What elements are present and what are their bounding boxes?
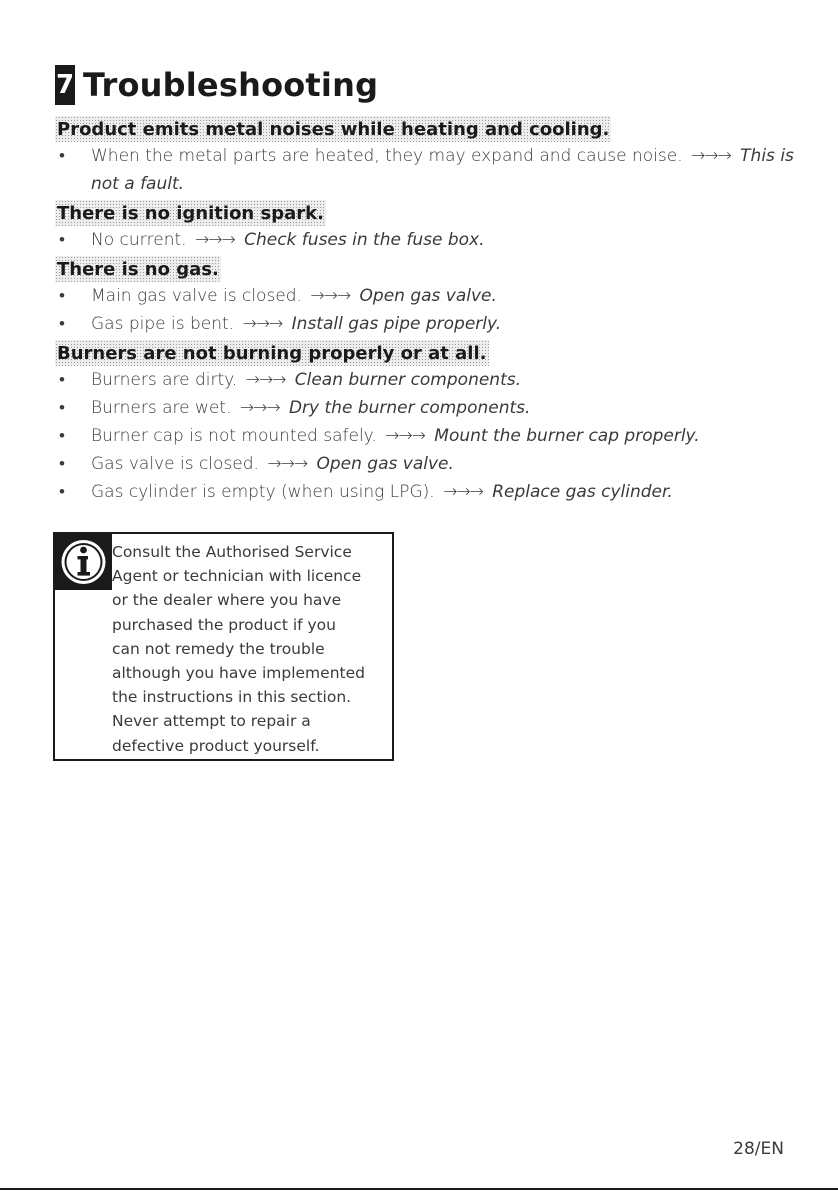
bullet: •	[59, 146, 65, 166]
info-note-line: Agent or technician with licence	[112, 567, 362, 586]
info-note-line: purchased the product if you	[112, 615, 336, 634]
solution-text: Open gas valve.	[359, 286, 497, 306]
problem-text: Main gas valve is closed.	[91, 286, 302, 306]
arrow-icon: →→→	[691, 146, 731, 166]
trouble-item	[55, 366, 795, 394]
page-title	[55, 62, 378, 108]
solution-text: Replace gas cylinder.	[492, 482, 673, 502]
bullet: •	[59, 454, 65, 474]
trouble-item	[55, 226, 795, 254]
info-icon	[55, 534, 112, 590]
trouble-section	[55, 256, 795, 338]
solution-text: Check fuses in the fuse box.	[244, 230, 485, 250]
trouble-item	[55, 478, 795, 506]
trouble-list	[55, 282, 795, 338]
trouble-item	[55, 394, 795, 422]
bullet: •	[59, 370, 65, 390]
trouble-item	[55, 282, 795, 310]
problem-text: Gas pipe is bent.	[91, 314, 235, 334]
info-note-line: or the dealer where you have	[112, 591, 342, 610]
chapter-title: Troubleshooting	[83, 66, 379, 104]
bullet: •	[59, 426, 65, 446]
trouble-item	[55, 142, 795, 198]
arrow-icon: →→→	[385, 426, 425, 446]
section-heading: Burners are not burning properly or at all.	[55, 340, 489, 366]
info-note-line: Never attempt to repair a	[112, 712, 311, 731]
trouble-section	[55, 200, 795, 254]
trouble-section	[55, 116, 795, 198]
bullet: •	[59, 482, 65, 502]
bullet: •	[59, 286, 65, 306]
section-heading: Product emits metal noises while heating and cooling.	[55, 116, 611, 142]
troubleshooting-content	[55, 116, 795, 508]
info-note-line: can not remedy the trouble	[112, 639, 325, 658]
info-note-line: the instructions in this section.	[112, 688, 352, 707]
arrow-icon: →→→	[194, 230, 235, 250]
info-note-line: although you have implemented	[112, 664, 365, 683]
arrow-icon: →→→	[267, 454, 308, 474]
solution-text: This is not a fault.	[91, 146, 794, 194]
problem-text: No current.	[91, 230, 187, 250]
problem-text: Burners are wet.	[91, 398, 232, 418]
trouble-list	[55, 226, 795, 254]
problem-text: Burner cap is not mounted safely.	[91, 426, 377, 446]
info-note	[53, 532, 394, 761]
problem-text: When the metal parts are heated, they may expand and cause noise.	[91, 146, 683, 166]
chapter-number: 7	[55, 65, 75, 105]
page-number: 28/EN	[733, 1139, 784, 1159]
solution-text: Install gas pipe properly.	[291, 314, 502, 334]
trouble-item	[55, 450, 795, 478]
info-note-line: defective product yourself.	[112, 736, 320, 755]
trouble-list	[55, 142, 795, 198]
bullet: •	[59, 230, 65, 250]
arrow-icon: →→→	[245, 370, 286, 390]
arrow-icon: →→→	[239, 398, 280, 418]
problem-text: Burners are dirty.	[91, 370, 238, 390]
arrow-icon: →→→	[310, 286, 351, 306]
problem-text: Gas cylinder is empty (when using LPG).	[91, 482, 435, 502]
bullet: •	[59, 314, 65, 334]
arrow-icon: →→→	[242, 314, 283, 334]
arrow-icon: →→→	[443, 482, 483, 502]
trouble-item	[55, 310, 795, 338]
trouble-item	[55, 422, 795, 450]
solution-text: Dry the burner components.	[288, 398, 531, 418]
solution-text: Open gas valve.	[316, 454, 454, 474]
trouble-section	[55, 340, 795, 506]
bullet: •	[59, 398, 65, 418]
solution-text: Mount the burner cap properly.	[434, 426, 700, 446]
section-heading: There is no gas.	[55, 256, 221, 282]
problem-text: Gas valve is closed.	[91, 454, 259, 474]
section-heading: There is no ignition spark.	[55, 200, 326, 226]
bottom-rule	[0, 1188, 838, 1190]
trouble-list	[55, 366, 795, 506]
info-note-text	[112, 540, 394, 758]
info-note-line: Consult the Authorised Service	[112, 543, 352, 561]
solution-text: Clean burner components.	[294, 370, 521, 390]
